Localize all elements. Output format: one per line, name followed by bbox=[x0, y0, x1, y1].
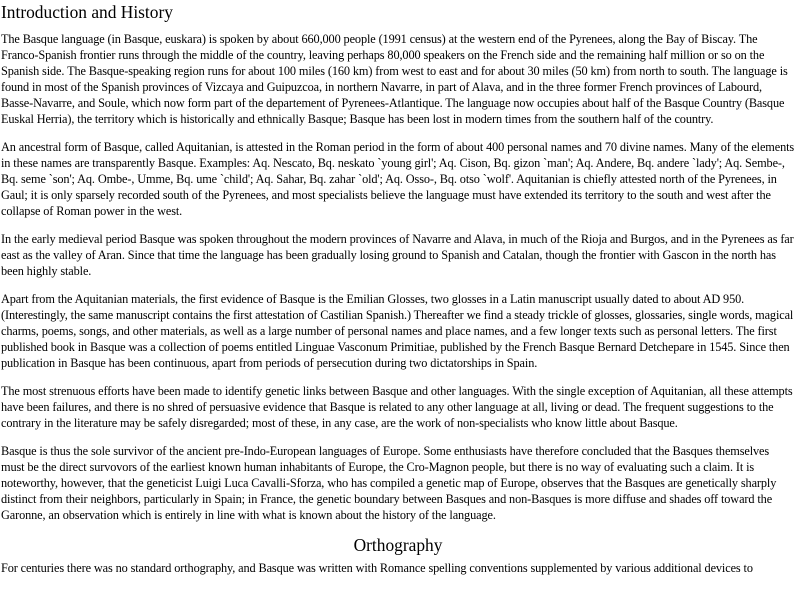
paragraph-clipped: For centuries there was no standard orthography, and Basque was written with Romance spelling conventions supplemented by various additional devices to bbox=[1, 561, 753, 575]
paragraph: Basque is thus the sole survivor of the ancient pre-Indo-European languages of Europe. Some enthusiasts have therefore concluded that the Basques themselves must be the direct survovors of the earliest known human inhabitants of Europe, the Cro-Magnon people, but there is no way of evaluating such a claim. It is noteworthy, however, that the geneticist Luigi Luca Cavalli-Sforza, who has compiled a genetic map of Europe, observes that the Basques are genetically sharply distinct from their neighbors, particularly in Spain; in France, the genetic boundary between Basques and non-Basques is more diffuse and shades off toward the Garonne, an observation which is entirely in line with what is known about the history of the language. bbox=[1, 444, 777, 522]
paragraph: The Basque language (in Basque, euskara) is spoken by about 660,000 people (1991 census) at the western end of the Pyrenees, along the Bay of Biscay. The Franco-Spanish frontier runs through the middle of the country, leaving perhaps 80,000 speakers on the French side and the remaining half million or so on the Spanish side. The Basque-speaking region runs for about 100 miles (160 km) from west to east and for about 30 miles (50 km) from north to south. The language is found in most of the Spanish provinces of Vizcaya and Guipuzcoa, in northern Navarre, in part of Alava, and in the three former French provinces of Labourd, Basse-Navarre, and Soule, which now form part of the departement of Pyrenees-Atlantique. The language now occupies about half of the Basque Country (Basque Euskal Herria), the territory which is historically and ethnically Basque; Basque has been lost in modern times from the southern half of the country. bbox=[1, 32, 788, 126]
section-heading-introduction-and-history: Introduction and History bbox=[1, 2, 173, 22]
paragraph: An ancestral form of Basque, called Aquitanian, is attested in the Roman period in the form of about 400 personal names and 70 divine names. Many of the elements in these names are transparently Basque. Examples: Aq. Nescato, Bq. neskato `young girl'; Aq. Cison, Bq. gizon `man'; Aq. Andere, Bq. andere `lady'; Aq. Sembe-, Bq. seme `son'; Aq. Ombe-, Umme, Bq. ume `child'; Aq. Sahar, Bq. zahar `old'; Aq. Osso-, Bq. otso `wolf'. Aquitanian is chiefly attested north of the Pyrenees, in Gaul; it is only sparsely recorded south of the Pyrenees, and most specialists believe the language must have extended its territory to the south and west after the collapse of Roman power in the west. bbox=[1, 140, 795, 218]
paragraph: In the early medieval period Basque was spoken throughout the modern provinces of Navarre and Alava, in much of the Rioja and Burgos, and in the Pyrenees as far east as the valley of Aran. Since that time the language has been gradually losing ground to Spanish and Catalan, though the frontier with Gascon in the north has been highly stable. bbox=[1, 232, 794, 278]
paragraph: The most strenuous efforts have been made to identify genetic links between Basque and other languages. With the single exception of Aquitanian, all these attempts have been failures, and there is no shred of persuasive evidence that Basque is related to any other language at all, living or dead. The frequent suggestions to the contrary in the literature may be safely disregarded; most of these, in any case, are the work of non-specialists who know little about Basque. bbox=[1, 384, 793, 430]
paragraph: Apart from the Aquitanian materials, the first evidence of Basque is the Emilian Glosses, two glosses in a Latin manuscript usually dated to about AD 950. (Interestingly, the same manuscript contains the first attestation of Castilian Spanish.) Thereafter we find a steady trickle of glosses, glossaries, single words, magical charms, poems, songs, and other materials, as well as a large number of personal names and place names, and a few longer texts such as personal letters. The first published book in Basque was a collection of poems entitled Linguae Vasconum Primitiae, published by the French Basque Bernard Detchepare in 1545. Since then publication in Basque has been continuous, apart from periods of persecution during two dictatorships in Spain. bbox=[1, 292, 794, 370]
section-heading-orthography: Orthography bbox=[353, 535, 443, 555]
